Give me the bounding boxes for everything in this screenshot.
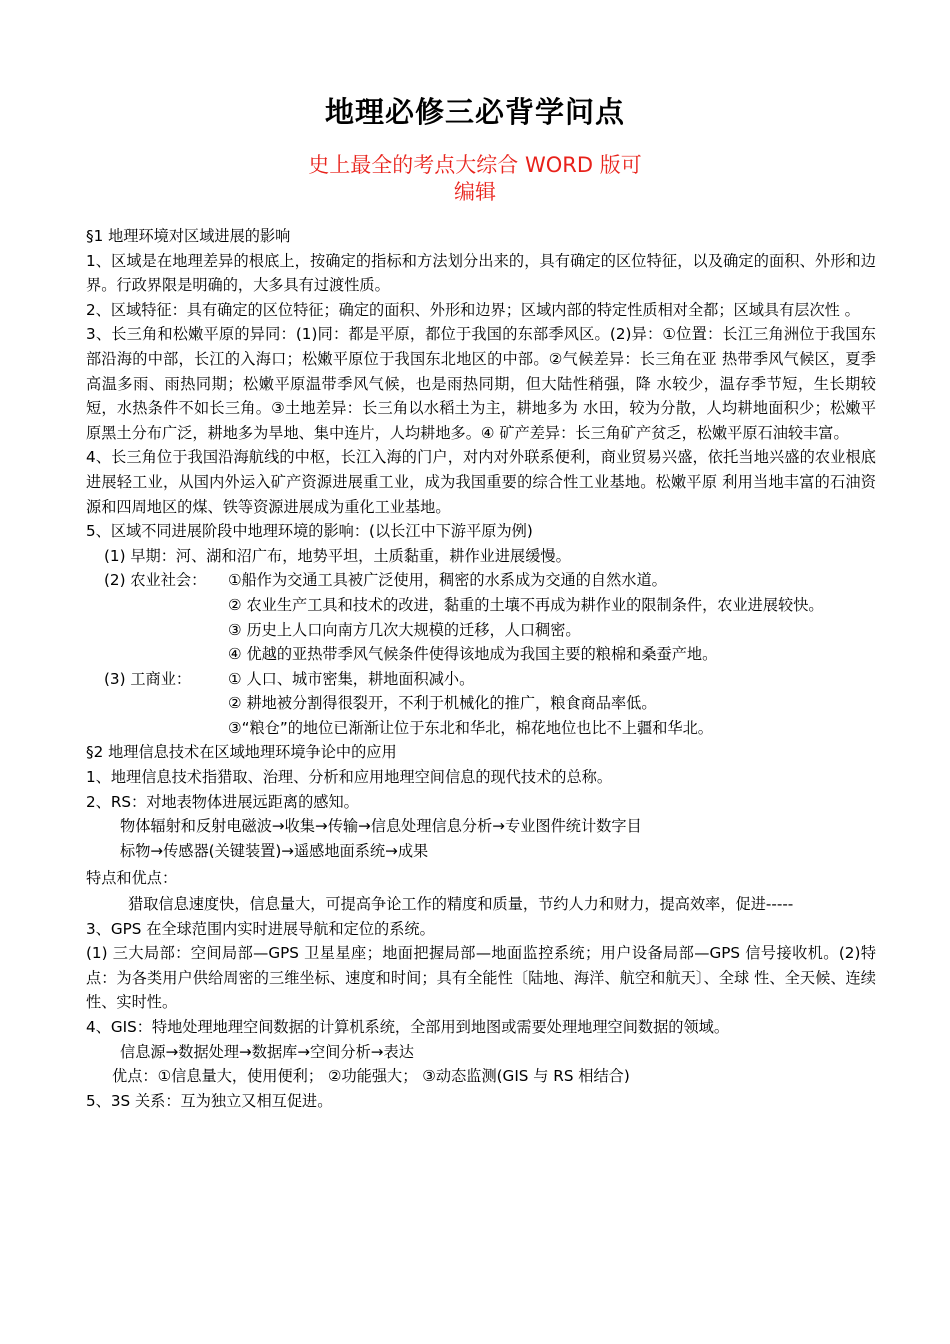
features-text: 猎取信息速度快，信息量大，可提高争论工作的精度和质量，节约人力和财力，提高效率，促进----- <box>128 895 794 914</box>
subtitle <box>0 152 950 206</box>
gis-advantages: 优点：①信息量大，使用便利； ②功能强大； ③动态监测(GIS 与 RS 相结合) <box>112 1067 630 1086</box>
list-item: ①船作为交通工具被广泛使用，稠密的水系成为交通的自然水道。 <box>228 571 667 590</box>
list-item: ② 农业生产工具和技术的改进，黏重的土壤不再成为耕作业的限制条件，农业进展较快。 <box>228 595 824 614</box>
list-item: ④ 优越的亚热带季风气候条件使得该地成为我国主要的粮棉和桑蚕产地。 <box>228 645 718 664</box>
paragraph: 1、区域是在地理差异的根底上，按确定的指标和方法划分出来的，具有确定的区位特征，以及确定的面积、外形和边界。行政界限是明确的，大多具有过渡性质。 <box>86 251 876 295</box>
paragraph: 5、3S 关系：互为独立又相互促进。 <box>86 1091 333 1110</box>
paragraph: 4、GIS：特地处理地理空间数据的计算机系统，全部用到地图或需要处理地理空间数据的领域。 <box>86 1018 730 1036</box>
agri-row <box>86 568 876 593</box>
paragraph: 3、GPS 在全球范围内实时进展导航和定位的系统。 <box>86 919 435 938</box>
subtitle-line-1: 史上最全的考点大综合 WORD 版可 <box>308 153 642 177</box>
industry-label: (3) 工商业： <box>104 669 192 688</box>
page-title: 地理必修三必背学问点 <box>324 95 625 129</box>
paragraph: 3、长三角和松嫩平原的异同：(1)同：都是平原，都位于我国的东部季风区。(2)异：①位置：长江三角洲位于我国东部沿海的中部，长江的入海口；松嫩平原位于我国东北地区的中部。②气候差异：长三角在亚 热带季风气候区，夏季高温多雨、雨热同期；松嫩平原温带季风气候，也是雨热同期，但大陆性稍强，降 水较少，温存季节短，生长期较短，水热条件不如长三角。③土地差异：长三角以水稻土为主，耕地多为 水田，较为分散，人均耕地面积少；松嫩平原黑土分布广泛，耕地多为旱地、集中连片，人均耕地多。④ 矿产差异：长三角矿产贫乏，松嫩平原石油较丰富。 <box>86 325 876 442</box>
agri-label: (2) 农业社会： <box>104 571 207 590</box>
paragraph: 4、长三角位于我国沿海航线的中枢，长江入海的门户，对内对外联系便利，商业贸易兴盛，依托当地兴盛的农业根底进展轻工业，从国内外运入矿产资源进展重工业，成为我国重要的综合性工业基地。松嫩平原 利用当地丰富的石油资源和四周地区的煤、铁等资源进展成为重化工业基地。 <box>86 448 876 516</box>
list-item: (1) 早期：河、湖和沼广布，地势平坦，土质黏重，耕作业进展缓慢。 <box>104 546 571 565</box>
gps-paragraph: (1) 三大局部：空间局部—GPS 卫星星座；地面把握局部—地面监控系统；用户设备局部—GPS 信号接收机。(2)特点：为各类用户供给周密的三维坐标、速度和时间；具有全能性〔陆地、海洋、航空和航天〕、全球 性、全天候、连续性、实时性。 <box>86 944 876 1012</box>
industry-row <box>86 667 876 692</box>
rs-flow-line: 标物→传感器(关键装置)→遥感地面系统→成果 <box>120 841 429 860</box>
features-label: 特点和优点： <box>86 869 178 888</box>
paragraph: 5、区域不同进展阶段中地理环境的影响：(以长江中下游平原为例) <box>86 522 533 541</box>
section-2-heading: §2 地理信息技术在区域地理环境争论中的应用 <box>86 743 397 762</box>
gis-flow-line: 信息源→数据处理→数据库→空间分析→表达 <box>120 1042 414 1061</box>
list-item: ③ 历史上人口向南方几次大规模的迁移，人口稠密。 <box>228 620 581 639</box>
document-body <box>86 224 876 1113</box>
paragraph: 1、地理信息技术指猎取、治理、分析和应用地理空间信息的现代技术的总称。 <box>86 768 613 787</box>
paragraph: 2、区域特征：具有确定的区位特征；确定的面积、外形和边界；区域内部的特定性质相对全都；区域具有层次性 。 <box>86 300 860 319</box>
paragraph: 2、RS：对地表物体进展远距离的感知。 <box>86 792 359 811</box>
list-item: ① 人口、城市密集，耕地面积减小。 <box>228 669 475 688</box>
section-1-heading: §1 地理环境对区域进展的影响 <box>86 227 291 245</box>
subtitle-line-2: 编辑 <box>454 180 496 204</box>
list-item: ② 耕地被分割得很裂开，不利于机械化的推广，粮食商品率低。 <box>228 694 657 713</box>
list-item: ③“粮仓”的地位已渐渐让位于东北和华北，棉花地位也比不上疆和华北。 <box>228 718 713 737</box>
rs-flow-line: 物体辐射和反射电磁波→收集→传输→信息处理信息分析→专业图件统计数字目 <box>120 817 642 836</box>
